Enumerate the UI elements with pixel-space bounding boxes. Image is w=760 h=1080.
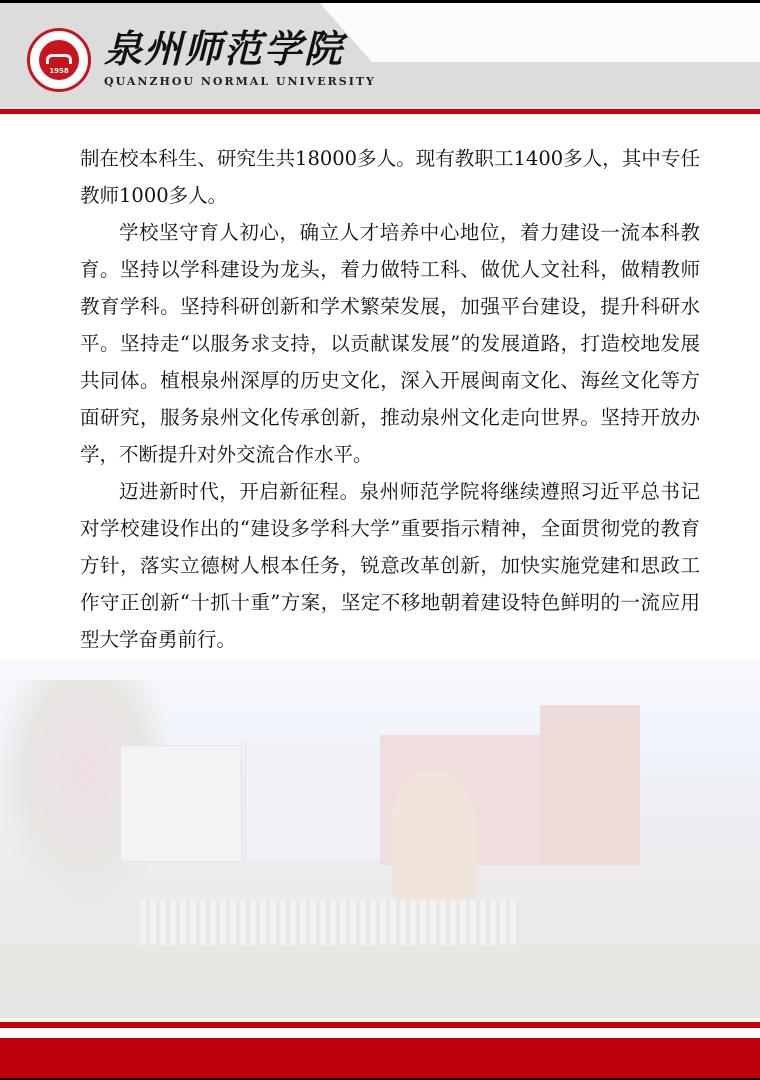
paragraph-3: 迈进新时代，开启新征程。泉州师范学院将继续遵照习近平总书记对学校建设作出的“建设多学科大学”重要指示精神，全面贯彻党的教育方针，落实立德树人根本任务，锐意改革创新，加快实施党建和思政工作守正创新“十抓十重”方案，坚定不移地朝着建设特色鲜明的一流应用型大学奋勇前行。 — [80, 480, 700, 651]
photo-building-middle — [245, 740, 386, 860]
header-red-rule — [0, 109, 760, 114]
article-body — [80, 140, 700, 658]
emblem-center — [39, 40, 79, 80]
emblem-year: 1958 — [49, 67, 69, 75]
paragraph-1: 制在校本科生、研究生共18000多人。现有教职工1400多人，其中专任教师1000多人。 — [80, 147, 700, 207]
footer-red-band — [0, 1038, 760, 1078]
university-emblem-icon — [27, 28, 91, 92]
footer-white-stripe — [0, 1028, 760, 1038]
gate-icon — [46, 54, 72, 64]
photo-ground — [0, 945, 760, 1020]
photo-stone-monument — [392, 772, 477, 902]
campus-background-photo — [0, 660, 760, 1020]
photo-building-red-tower — [540, 705, 640, 865]
photo-building-left — [120, 745, 242, 862]
photo-railing — [140, 900, 520, 945]
paragraph-2: 学校坚守育人初心，确立人才培养中心地位，着力建设一流本科教育。坚持以学科建设为龙头，着力做特工科、做优人文社科，做精教师教育学科。坚持科研创新和学术繁荣发展，加强平台建设，提升科研水平。坚持走“以服务求支持，以贡献谋发展”的发展道路，打造校地发展共同体。植根泉州深厚的历史文化，深入开展闽南文化、海丝文化等方面研究，服务泉州文化传承创新，推动泉州文化走向世界。坚持开放办学，不断提升对外交流合作水平。 — [80, 221, 700, 466]
university-name-en: QUANZHOU NORMAL UNIVERSITY — [104, 75, 376, 88]
university-name-cn: 泉州师范学院 — [104, 26, 345, 71]
